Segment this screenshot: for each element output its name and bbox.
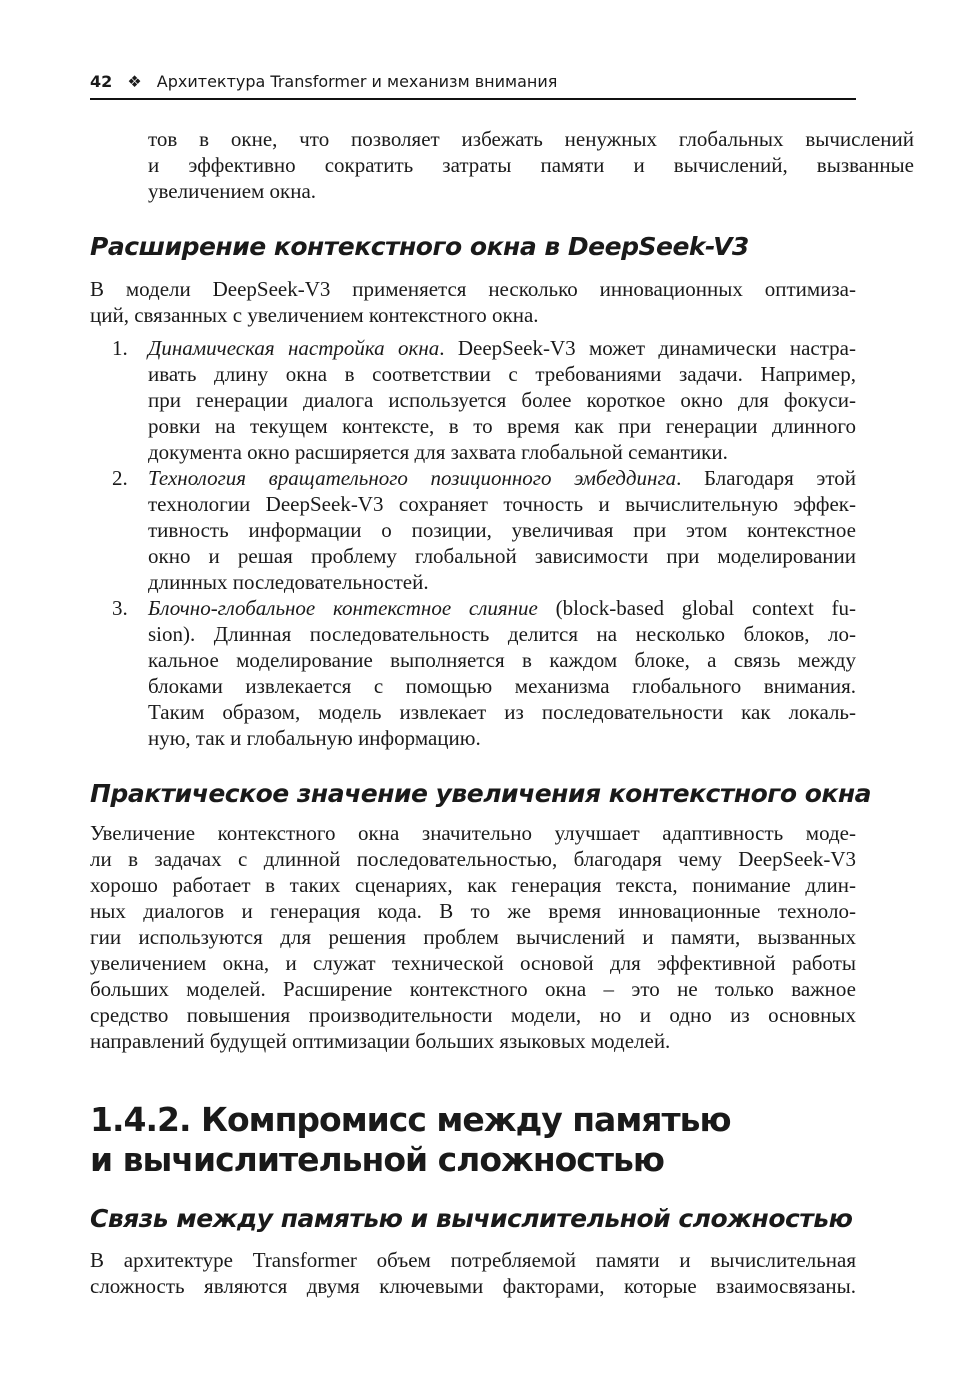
list-term: Технология вращательного позиционного эмбеддинга (148, 466, 677, 490)
text-line: документа окно расширяется для захвата глобальной семантики. (148, 440, 728, 464)
subheading-memory-complexity: Связь между памятью и вычислительной сложностью (90, 1204, 853, 1233)
text-line: . DeepSeek-V3 может динамически настра- (439, 336, 856, 360)
list-term: Динамическая настройка окна (148, 336, 440, 360)
list-item (90, 465, 856, 595)
section-heading (90, 1100, 731, 1180)
text-line: ную, так и глобальную информацию. (148, 726, 481, 750)
list-term: Блочно-глобальное контекстное слияние (148, 596, 538, 620)
text-line: гии используются для решения проблем вычислений и памяти, вызванных (90, 925, 856, 949)
paragraph-continued (90, 126, 914, 204)
page-number: 42 (90, 72, 113, 91)
running-header (90, 72, 557, 91)
list-number: 3. (112, 596, 128, 620)
text-line: ровки на текущем контексте, в то время как при генерации длинного (148, 414, 856, 438)
text-line: Увеличение контекстного окна значительно улучшает адаптивность моде- (90, 821, 856, 845)
paragraph-intro (90, 276, 856, 328)
header-rule (90, 98, 856, 100)
text-line: технологии DeepSeek-V3 сохраняет точность и вычислительную эффек- (148, 492, 856, 516)
text-line: ивать длину окна в соответствии с требованиями задачи. Например, (148, 362, 856, 386)
text-line: sion). Длинная последовательность делится на несколько блоков, ло- (148, 622, 856, 646)
text-line: увеличением окна. (148, 179, 317, 203)
text-line: . Благодаря этой (676, 466, 856, 490)
text-line: больших моделей. Расширение контекстного окна – это не только важное (90, 977, 856, 1001)
text-line: тивность информации о позиции, увеличивая при этом контекстное (148, 518, 856, 542)
text-line: сложность являются двумя ключевыми факторами, которые взаимосвязаны. (90, 1274, 856, 1298)
running-title: Архитектура Transformer и механизм внимания (156, 72, 558, 91)
text-line: увеличением окна, и служат технической основой для эффективной работы (90, 951, 856, 975)
paragraph-memory (90, 1247, 856, 1299)
text-line: длинных последовательностей. (148, 570, 429, 594)
list-number: 2. (112, 466, 128, 490)
text-line: В архитектуре Transformer объем потребляемой памяти и вычислительная (90, 1248, 856, 1272)
list-item (90, 595, 856, 751)
text-line: окно и решая проблему глобальной зависимости при моделировании (148, 544, 856, 568)
text-line: средство повышения производительности модели, но и одно из основных (90, 1003, 856, 1027)
text-line: ных диалогов и генерация кода. В то же время инновационные техноло- (90, 899, 856, 923)
section-heading-line: и вычислительной сложностью (90, 1140, 664, 1179)
text-line: ли в задачах с длинной последовательностью, благодаря чему DeepSeek-V3 (90, 847, 856, 871)
ornament-icon: ❖ (127, 72, 142, 91)
paragraph-practical (90, 820, 856, 1054)
text-line: хорошо работает в таких сценариях, как генерация текста, понимание длин- (90, 873, 856, 897)
text-line: В модели DeepSeek-V3 применяется несколько инновационных оптимиза- (90, 277, 856, 301)
text-line: Таким образом, модель извлекает из последовательности как локаль- (148, 700, 856, 724)
list-number: 1. (112, 336, 128, 360)
text-line: ций, связанных с увеличением контекстного окна. (90, 303, 539, 327)
text-line: (block-based global context fu- (537, 596, 856, 620)
subheading-practical-value: Практическое значение увеличения контекстного окна (90, 779, 872, 808)
text-line: при генерации диалога используется более короткое окно для фокуси- (148, 388, 856, 412)
text-line: блоками извлекается с помощью механизма глобального внимания. (148, 674, 856, 698)
text-line: тов в окне, что позволяет избежать ненужных глобальных вычислений (148, 127, 914, 151)
list-item (90, 335, 856, 465)
text-line: и эффективно сократить затраты памяти и вычислений, вызванные (148, 153, 914, 177)
text-line: направлений будущей оптимизации больших языковых моделей. (90, 1029, 671, 1053)
section-heading-line: 1.4.2. Компромисс между памятью (90, 1100, 731, 1139)
numbered-list (90, 335, 856, 751)
text-line: кальное моделирование выполняется в каждом блоке, а связь между (148, 648, 856, 672)
subheading-context-window: Расширение контекстного окна в DeepSeek-V3 (90, 232, 749, 261)
